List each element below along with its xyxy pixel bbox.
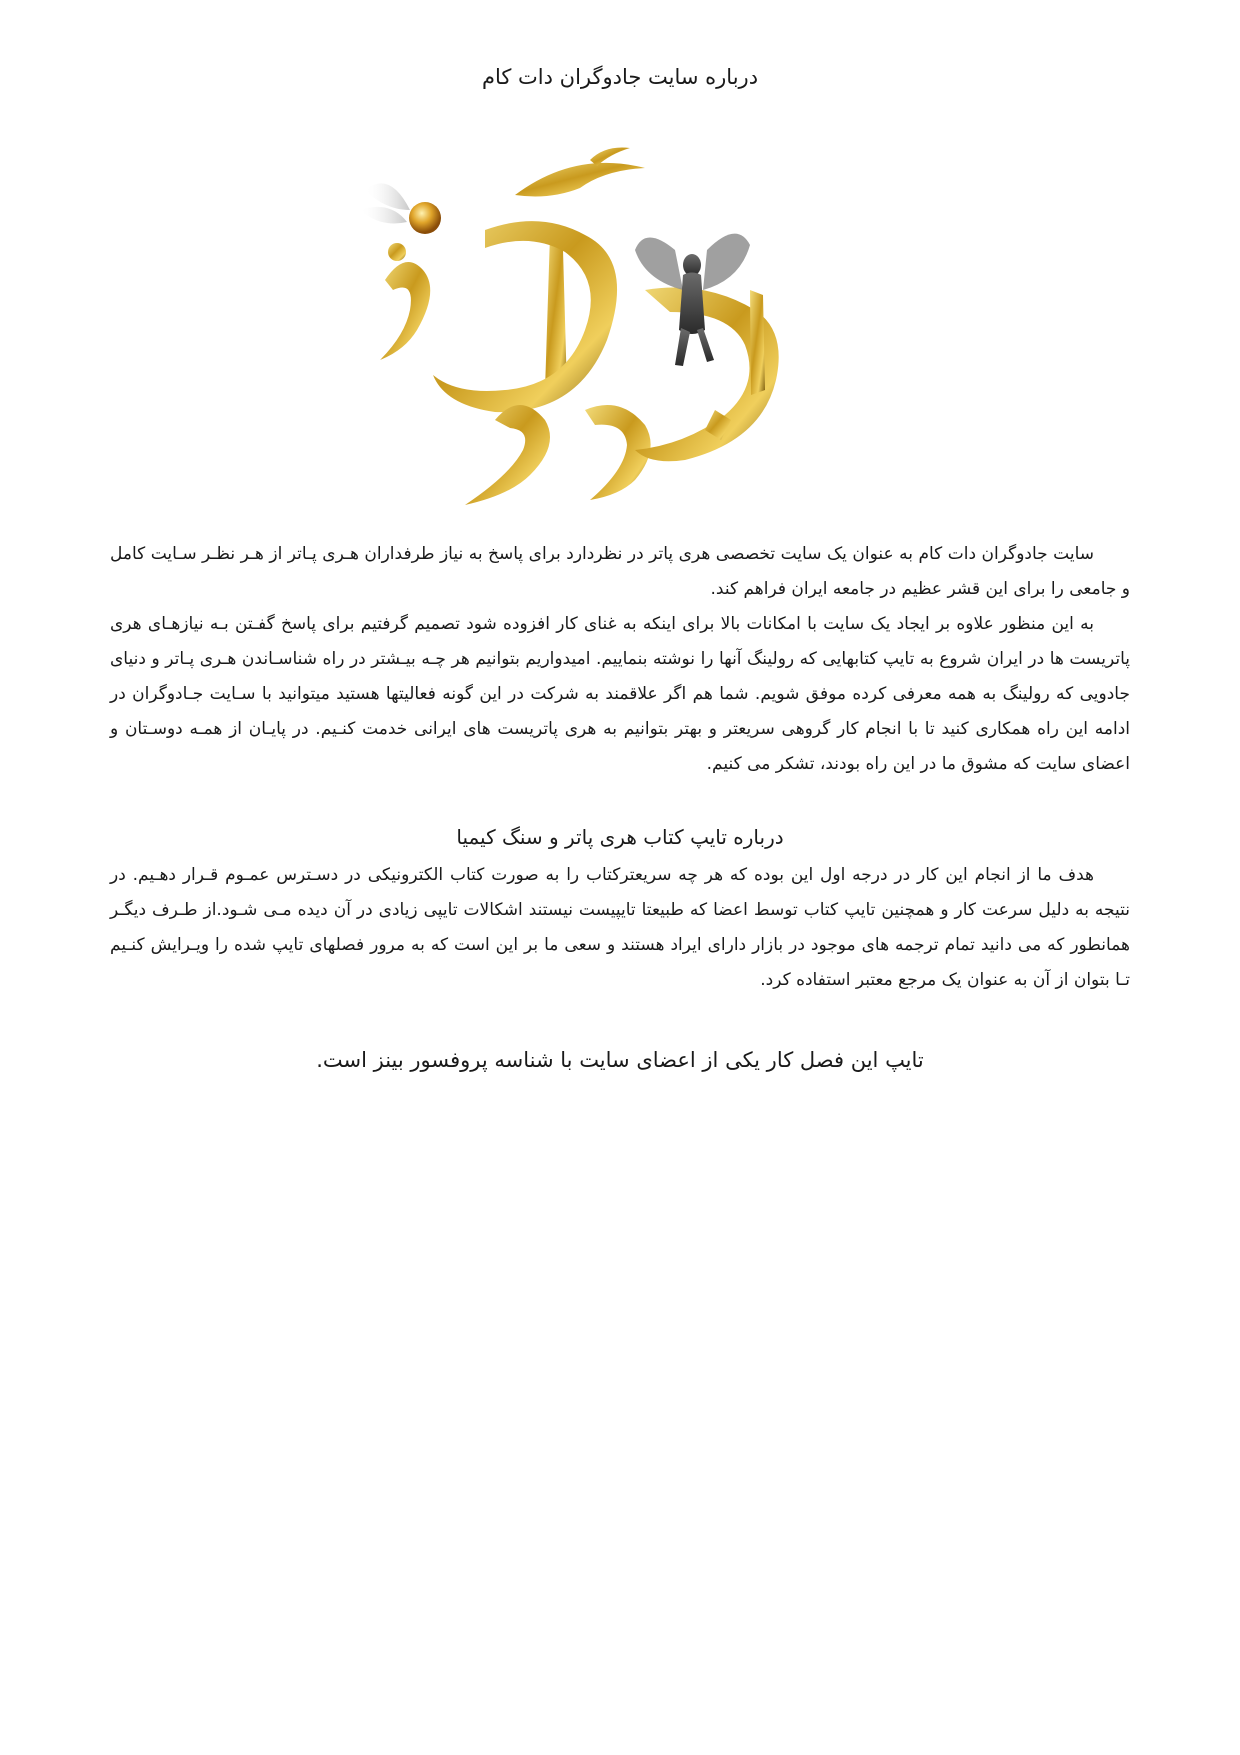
calligraphy-waw — [465, 405, 550, 505]
page-title: درباره سایت جادوگران دات کام — [481, 65, 759, 89]
calligraphy-ra — [380, 262, 430, 360]
calligraphy-gaf — [433, 221, 617, 412]
section-heading: درباره تایپ کتاب هری پاتر و سنگ کیمیا — [456, 825, 784, 849]
calligraphy-top-swash — [515, 163, 645, 197]
intro-paragraph: به این منظور علاوه بر ایجاد یک سایت با امکانات بالا برای اینکه به غنای کار افزوده شود تصمیم گرفتیم برای پاسخ گفـتن بـه نیازهـای هری پاتریست ها در ایران شروع به تایپ کتابهایی که رولینگ آنها را نوشته بنماییم. امیدواریم بتوانیم هر چـه بیـشتر در راه شناسـاندن هـری پـاتر و دنیای جادویی که رولینگ به همه معرفی کرده موفق شویم. شما هم اگر علاقمند به شرکت در این گونه فعالیتها هستید میتوانید با سـایت جـادوگران در ادامه این راه همکاری کنید تا با انجام کار گروهی سریعتر و بهتر بتوانیم به هری پاتریست های ایرانی خدمت کنـیم. در پایـان از همـه دوسـتان و اعضای سایت که مشوق ما در این راه بودند، تشکر می کنیم. — [110, 614, 1130, 774]
typist-credit: تایپ این فصل کار یکی از اعضای سایت با شناسه پروفسور بینز است. — [316, 1048, 924, 1072]
intro-section — [110, 537, 1130, 782]
intro-paragraph: سایت جادوگران دات کام به عنوان یک سایت تخصصی هری پاتر در نظردارد برای پاسخ به نیاز طرفداران هـری پـاتر از هـر نظـر سـایت کامل و جامعی را برای این قشر عظیم در جامعه ایران فراهم کند. — [110, 544, 1130, 599]
golden-snitch-icon — [360, 183, 441, 234]
about-typing-section — [110, 858, 1130, 998]
jadoogaran-logo-icon — [345, 140, 845, 520]
about-typing-paragraph: هدف ما از انجام این کار در درجه اول این بوده که هر چه سریعترکتاب را به صورت کتاب الکترونیکی در دسـترس عمـوم قـرار دهـیم. در نتیجه به دلیل سرعت کار و همچنین تایپ کتاب توسط اعضا که طبیعتا تایپیست نیستند اشکالات تایپی زیادی در آن دیده مـی شـود.از طـرف دیگـر همانطور که می دانید تمام ترجمه های موجود در بازار دارای ایراد هستند و سعی ما بر این است که به مرور فصلهای تایپ شده را ویـرایش کنـیم تـا بتوان از آن به عنوان یک مرجع معتبر استفاده کرد. — [110, 865, 1130, 990]
